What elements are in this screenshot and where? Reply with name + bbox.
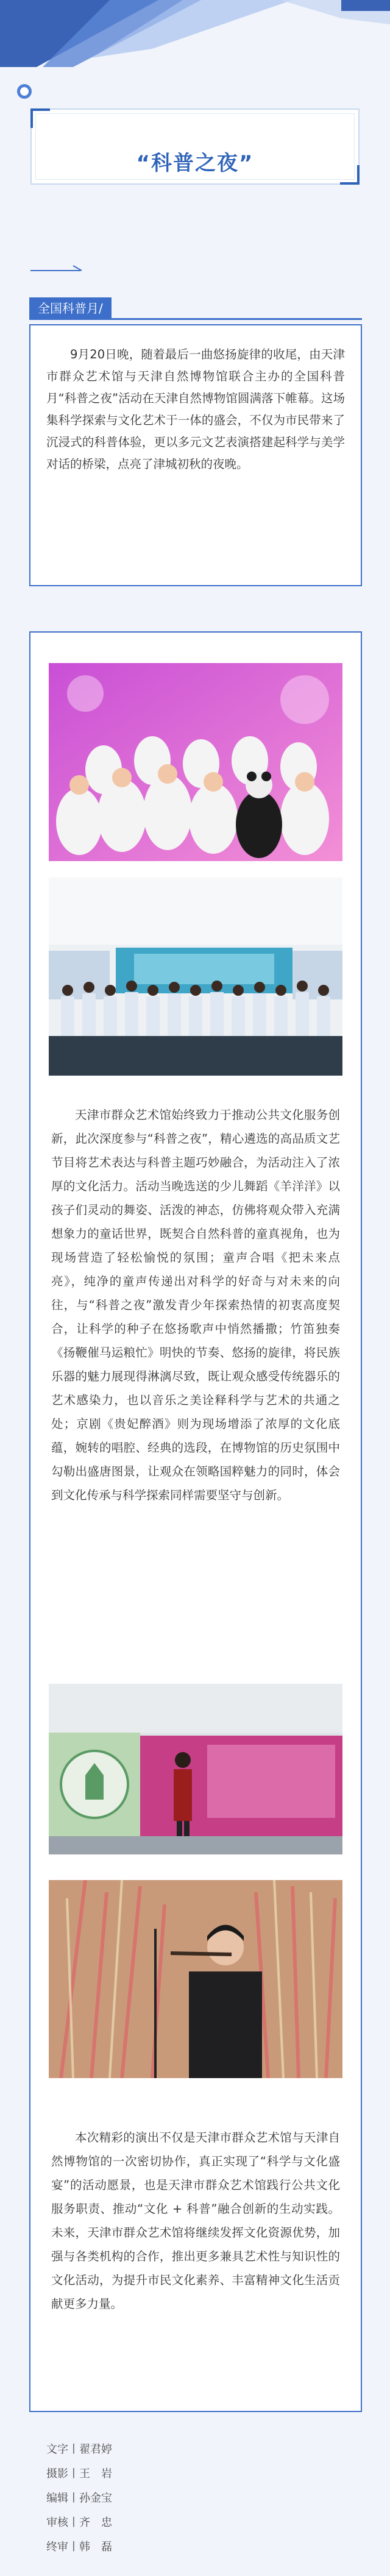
title-frame bbox=[30, 108, 360, 185]
credit-final-reviewer: 终审丨韩 磊 bbox=[46, 2541, 112, 2553]
section-tag: 全国科普月/ bbox=[29, 297, 112, 319]
credit-text: 文字丨翟君婷 bbox=[46, 2443, 112, 2456]
credits-list bbox=[46, 2438, 112, 2560]
intro-paragraph: 9月20日晚，随着最后一曲悠扬旋律的收尾，由天津市群众艺术馆与天津自然博物馆联合主办的全国科普月“科普之夜”活动在天津自然博物馆圆满落下帷幕。这场集科学探索与文化艺术于一体的盛会，不仅为市民带来了沉浸式的科普体验，更以多元文艺表演搭建起科学与美学对话的桥梁，点亮了津城初秋的夜晚。 bbox=[46, 347, 345, 471]
photo-museum-stage bbox=[49, 1684, 342, 1854]
photo-children-dance bbox=[49, 663, 342, 861]
intro-card bbox=[29, 324, 362, 586]
header-decoration bbox=[0, 0, 390, 67]
ring-decoration-icon bbox=[17, 84, 32, 99]
credit-reviewer: 审核丨齐 忠 bbox=[46, 2516, 112, 2529]
section-tag-underline bbox=[29, 318, 362, 320]
photo-flute-player bbox=[49, 1880, 342, 2078]
credit-photo: 摄影丨王 岩 bbox=[46, 2468, 112, 2480]
body-paragraph-2: 本次精彩的演出不仅是天津市群众艺术馆与天津自然博物馆的一次密切协作，真正实现了“科学与文化盛宴”的活动愿景，也是天津市群众艺术馆践行公共文化服务职责、推动“文化 + 科普”融合创新的生动实践。未来，天津市群众艺术馆将继续发挥文化资源优势，加强与各类机构的合作，推出更多兼具艺术性与知识性的文化活动，为提升市民文化素养、丰富精神文化生活贡献更多力量。 bbox=[51, 2131, 340, 2311]
photo-children-choir bbox=[49, 878, 342, 1076]
arrow-line-icon bbox=[30, 263, 83, 275]
credit-editor: 编辑丨孙金宝 bbox=[46, 2492, 112, 2505]
page-title: “科普之夜” bbox=[136, 151, 254, 176]
body-paragraph-1: 天津市群众艺术馆始终致力于推动公共文化服务创新，此次深度参与“科普之夜”，精心遴选的高品质文艺节目将艺术表达与科普主题巧妙融合，为活动注入了浓厚的文化活力。活动当晚选送的少儿舞蹈《羊洋洋》以孩子们灵动的舞姿、活泼的神态，仿佛将观众带入充满想象力的童话世界，既契合自然科普的童真视角，也为现场营造了轻松愉悦的氛围；童声合唱《把未来点亮》，纯净的童声传递出对科学的好奇与对未来的向往，与“科普之夜”激发青少年探索热情的初衷高度契合，让科学的种子在悠扬歌声中悄然播撒；竹笛独奏《扬鞭催马运粮忙》明快的节奏、悠扬的旋律，将民族乐器的魅力展现得淋漓尽致，既让观众感受传统器乐的艺术感染力，也以音乐之美诠释科学与艺术的共通之处；京剧《贵妃醉酒》则为现场增添了浓厚的文化底蕴，婉转的唱腔、经典的选段，在博物馆的历史氛围中勾勒出盛唐图景，让观众在领略国粹魅力的同时，体会到文化传承与科学探索同样需要坚守与创新。 bbox=[51, 1108, 340, 1502]
